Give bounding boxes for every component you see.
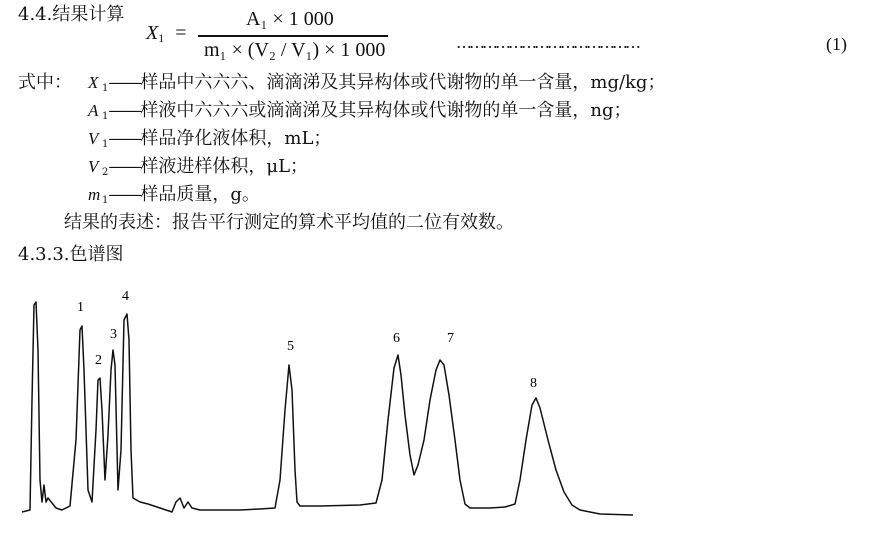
peak-label-3: 3 [110, 327, 117, 342]
definition-subscript: 1 [102, 83, 109, 94]
peak-label-7: 7 [447, 331, 454, 346]
definition-subscript: 1 [102, 139, 109, 150]
definition-text: 样液中六六六或滴滴涕及其异构体或代谢物的单一含量，ng； [140, 100, 632, 121]
formula-denominator: m₁ × (V₂ / V₁) × 1 000 [204, 39, 386, 61]
definition-row [88, 128, 331, 156]
peak-label-1: 1 [77, 300, 84, 315]
definition-subscript: 1 [102, 111, 109, 122]
definition-text: 样品净化液体积，mL； [140, 128, 332, 149]
peak-label-5: 5 [287, 339, 294, 354]
formula-numerator: A₁ × 1 000 [246, 8, 334, 30]
definition-dash: —— [108, 100, 141, 121]
definition-symbol: A [88, 101, 99, 120]
definition-row [88, 72, 665, 100]
definition-dash: —— [108, 72, 141, 93]
formula-lhs-symbol: X [146, 22, 159, 44]
definition-text: 样品质量，g。 [140, 184, 260, 205]
result-note: 结果的表述：报告平行测定的算术平均值的二位有效数。 [64, 212, 514, 233]
peak-label-8: 8 [530, 376, 537, 391]
fraction-bar [198, 35, 388, 37]
definition-dash: —— [108, 128, 141, 149]
definition-symbol: m [88, 185, 101, 204]
chromatogram-heading: 4.3.3.色谱图 [18, 244, 124, 265]
formula-lhs-subscript: 1 [158, 31, 165, 45]
formula-equals: = [175, 22, 187, 44]
definition-subscript: 2 [102, 167, 109, 178]
definition-text: 样液进样体积，μL； [140, 156, 309, 177]
definition-text: 样品中六六六、滴滴涕及其异构体或代谢物的单一含量，mg/kg； [140, 72, 666, 93]
formula-lhs [146, 22, 187, 46]
definition-subscript: 1 [102, 195, 109, 206]
where-label: 式中： [18, 72, 72, 93]
definition-row [88, 100, 632, 128]
definition-symbol: V [88, 157, 99, 176]
peak-label-6: 6 [393, 331, 400, 346]
definition-symbol: V [88, 129, 99, 148]
section-heading: 4.4.结果计算 [18, 4, 125, 25]
definition-dash: —— [108, 184, 141, 205]
definition-symbol: X [88, 73, 99, 92]
peak-label-4: 4 [122, 289, 129, 304]
equation-number: (1) [826, 34, 847, 54]
definition-dash: —— [108, 156, 141, 177]
formula-leader-dots: …………………………………… [456, 33, 638, 52]
chromatogram-figure [0, 280, 885, 545]
peak-label-2: 2 [95, 353, 102, 368]
definition-row [88, 184, 260, 212]
definition-row [88, 156, 308, 184]
